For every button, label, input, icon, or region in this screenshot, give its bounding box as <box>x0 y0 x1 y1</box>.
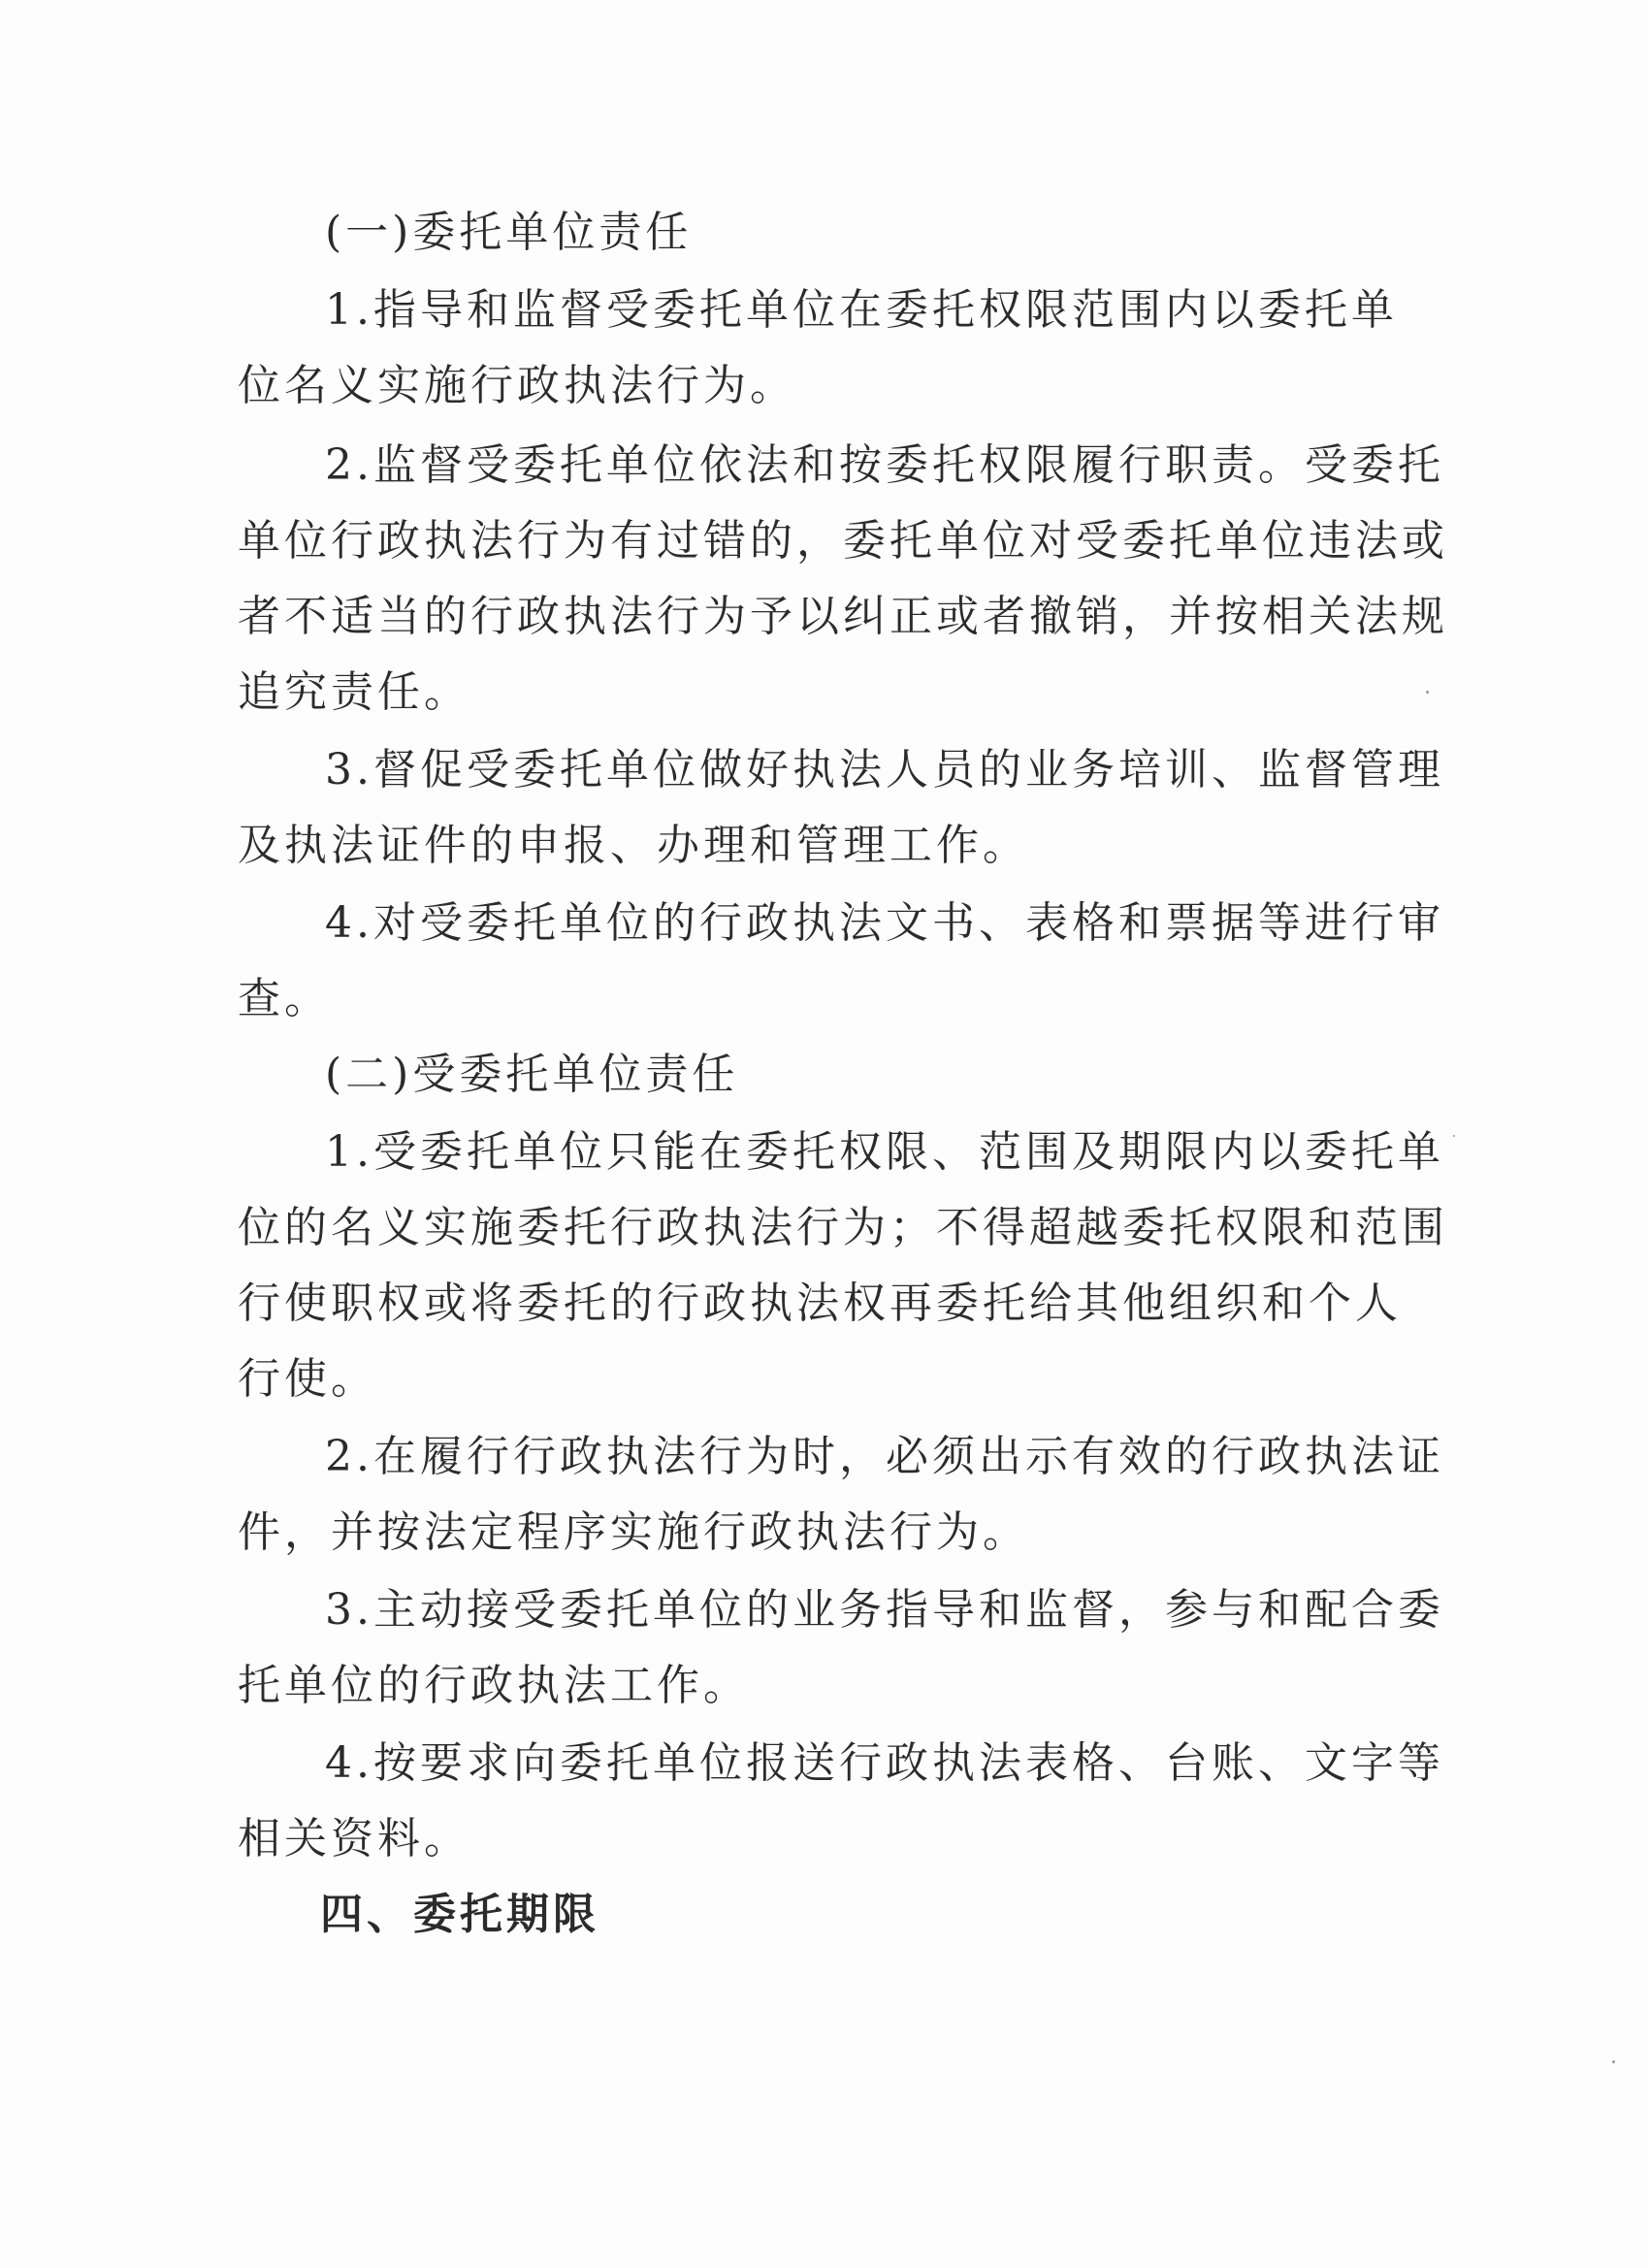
paragraph-line: 2.在履行行政执法行为时，必须出示有效的行政执法证 <box>325 1432 1444 1481</box>
paragraph-line: 单位行政执法行为有过错的，委托单位对受委托单位违法或 <box>238 516 1448 566</box>
paragraph-line: 4.按要求向委托单位报送行政执法表格、台账、文字等 <box>325 1738 1444 1788</box>
paragraph-line: 行使。 <box>238 1354 377 1404</box>
subsection-title-entrusting-unit: (一)委托单位责任 <box>325 208 693 257</box>
paragraph-line: 1.指导和监督受委托单位在委托权限范围内以委托单 <box>325 285 1398 335</box>
paragraph-line: 4.对受委托单位的行政执法文书、表格和票据等进行审 <box>325 898 1444 948</box>
paragraph-line: 者不适当的行政执法行为予以纠正或者撤销，并按相关法规 <box>238 592 1448 641</box>
paragraph-line: 2.监督受委托单位依法和按委托权限履行职责。受委托 <box>325 440 1444 490</box>
subsection-title-entrusted-unit: (二)受委托单位责任 <box>325 1050 739 1099</box>
paragraph-line: 托单位的行政执法工作。 <box>238 1661 750 1710</box>
paragraph-line: 及执法证件的申报、办理和管理工作。 <box>238 821 1029 870</box>
paragraph-line: 相关资料。 <box>238 1814 470 1863</box>
paragraph-line: 行使职权或将委托的行政执法权再委托给其他组织和个人 <box>238 1279 1402 1328</box>
scan-speck <box>1612 2060 1615 2063</box>
paragraph-line: 3.督促受委托单位做好执法人员的业务培训、监督管理 <box>325 745 1444 794</box>
paragraph-line: 件，并按法定程序实施行政执法行为。 <box>238 1507 1029 1557</box>
paragraph-line: 查。 <box>238 974 331 1023</box>
paragraph-line: 位名义实施行政执法行为。 <box>238 361 796 410</box>
paragraph-line: 3.主动接受委托单位的业务指导和监督，参与和配合委 <box>325 1585 1444 1635</box>
scan-speck <box>1453 1135 1455 1137</box>
paragraph-line: 追究责任。 <box>238 667 470 717</box>
scan-speck <box>1426 691 1429 694</box>
paragraph-line: 1.受委托单位只能在委托权限、范围及期限内以委托单 <box>325 1127 1444 1177</box>
section-heading-entrustment-period: 四、委托期限 <box>320 1890 599 1939</box>
paragraph-line: 位的名义实施委托行政执法行为；不得超越委托权限和范围 <box>238 1203 1448 1252</box>
